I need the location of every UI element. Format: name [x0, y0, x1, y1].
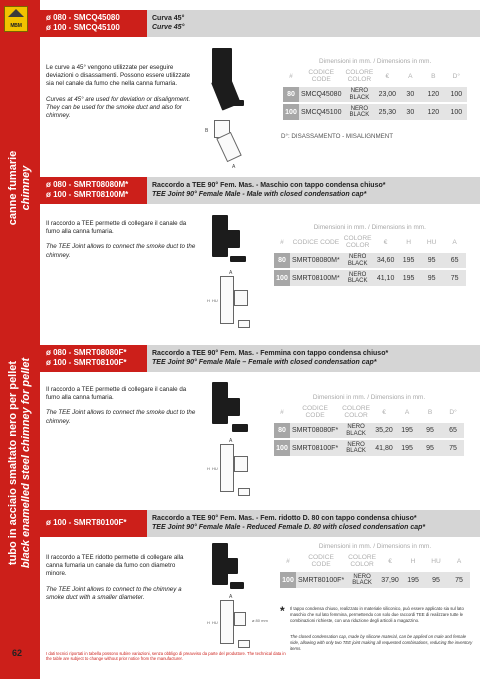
table-row: 100 SMRT08100F* NERO BLACK 41,80 195 95 75 — [274, 439, 464, 456]
product-description: Le curve a 45° vengono utilizzate per eseguire deviazioni o disassamenti. Possono essere utilizzate sia nel canale da fumo che nella canna fumaria. Curves at 45° are used for deviation or disalignment. They can be used for the smoke duct and also for chimney. — [46, 64, 191, 120]
table-row: 100 SMRT08100M* NERO BLACK 41,10 195 95 75 — [274, 269, 466, 286]
product-title: Raccordo a TEE 90° Fem. Mas. - Fem. ridotto D. 80 con tappo condensa chiuso* TEE Joint 90° Female Male - Reduced Female D. 80 with closed condensation cap* — [147, 510, 480, 537]
misalignment-note: D°: DISASSAMENTO - MISALIGNMENT — [281, 133, 394, 140]
product-title: Raccordo a TEE 90° Fem. Mas. - Maschio con tappo condensa chiuso* TEE Joint 90° Female Male - Male with closed condensation cap* — [147, 177, 480, 204]
brand-logo: MBM — [4, 6, 28, 32]
dimensions-table: Dimensioni in mm. / Dimensions in mm. # CODICE CODE COLORE COLOR € A B D° 80 SMRT08080F* NERO BLACK 35,20 195 95 65 100 SMRT08100F* NERO BLACK 41,80 195 95 75 — [274, 394, 464, 456]
dimensions-table: Dimensioni in mm. / Dimensions in mm. # CODICE CODE COLORE COLOR € A B D° 80 SMCQ45080 NERO BLACK 23,00 30 120 100 100 SMCQ45100 NERO BLACK 25,30 30 120 100 — [283, 58, 467, 120]
section-header-tee-male — [40, 177, 480, 204]
product-description: Il raccordo a TEE permette di collegare il canale da fumo alla canna fumaria. The TEE Joint allows to connect the smoke duct to the chimney. — [46, 220, 196, 259]
product-codes: ø 080 - SMCQ45080 ø 100 - SMCQ45100 — [40, 10, 147, 37]
sidebar-category-label: canne fumarie chimney — [7, 150, 32, 226]
sidebar-product-label: tubo in acciaio smaltato nero per pellet black enamelled steel chimney for pellet — [7, 357, 32, 569]
product-title: Curva 45° Curve 45° — [147, 10, 480, 37]
product-description: Il raccordo a TEE permette di collegare il canale da fumo alla canna fumaria. The TEE Joint allows to connect the smoke duct to the chimney. — [46, 386, 196, 425]
table-row: 80 SMCQ45080 NERO BLACK 23,00 30 120 100 — [283, 86, 467, 103]
section-header-tee-reduced — [40, 510, 480, 537]
table-row: 80 SMRT08080M* NERO BLACK 34,60 195 95 65 — [274, 252, 466, 269]
table-row: 80 SMRT08080F* NERO BLACK 35,20 195 95 65 — [274, 422, 464, 439]
page-number: 62 — [12, 648, 23, 658]
product-codes: ø 080 - SMRT08080F* ø 100 - SMRT08100F* — [40, 345, 147, 372]
product-title: Raccordo a TEE 90° Fem. Mas. - Femmina con tappo condensa chiuso* TEE Joint 90° Female Male – Female with closed condensation cap* — [147, 345, 480, 372]
dimensions-table: Dimensioni in mm. / Dimensions in mm. # CODICE CODE COLORE COLOR € H HU A 100 SMRT80100F* NERO BLACK 37,90 195 95 75 — [280, 543, 470, 588]
product-codes: ø 080 - SMRT08080M* ø 100 - SMRT08100M* — [40, 177, 147, 204]
footnote-english: The closed condensation cap, made by silicone material, can be applied on male and female side, allowing with only two TEE joint making all requested combinations, reducing the inventory items. — [290, 634, 473, 651]
table-row: 100 SMRT80100F* NERO BLACK 37,90 195 95 75 — [280, 571, 470, 588]
disclaimer: I dati tecnici riportati in tabella possono subire variazioni, senza obbligo di preavviso da parte del produttore. The technical data in the table are subject to change without prior notice from the manufacturer. — [46, 651, 286, 662]
dimensions-table: Dimensioni in mm. / Dimensions in mm. # CODICE CODE COLORE COLOR € H HU A 80 SMRT08080M* NERO BLACK 34,60 195 95 65 100 SMRT08100M* NERO BLACK 41,10 195 95 75 — [274, 224, 466, 286]
section-header-curve45 — [40, 10, 480, 37]
product-description: Il raccordo a TEE ridotto permette di collegare alla canna fumaria un canale da fumo con diametro minore. The TEE Joint allows to connect to the chimney a smoke duct with a smaller diameter. — [46, 554, 184, 601]
table-row: 100 SMCQ45100 NERO BLACK 25,30 30 120 100 — [283, 103, 467, 120]
footnote-star: * — [280, 604, 285, 618]
section-header-tee-female — [40, 345, 480, 372]
product-codes: ø 100 - SMRT80100F* — [40, 510, 147, 537]
footnote-italian: Il tappo condensa chiuso, realizzato in materiale siliconico, può essere applicato sia sul lato maschio che sul lato femmina, permettendo con solo due raccordi TEE di realizzare tutte le combinazioni richieste, con una riduzione degli articoli a magazzino. — [290, 606, 464, 623]
sidebar — [0, 0, 40, 679]
